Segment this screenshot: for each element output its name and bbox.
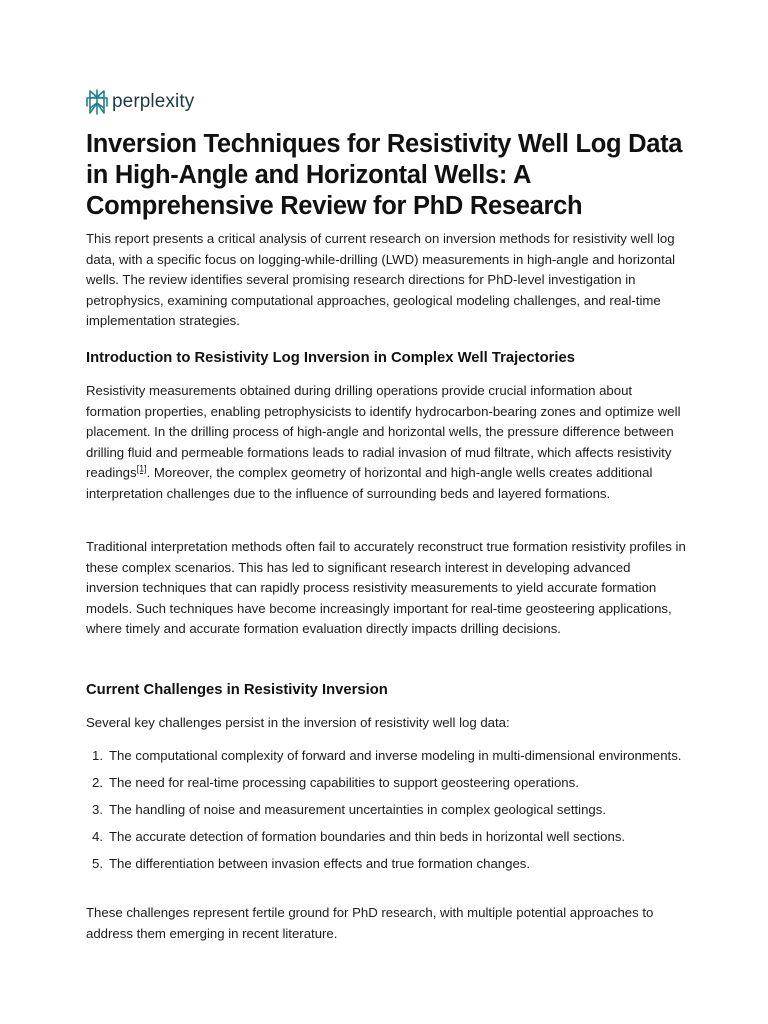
- list-item: [92, 800, 709, 821]
- section-heading-challenges: Current Challenges in Resistivity Inversion: [86, 682, 388, 698]
- intro-paragraph-1: [86, 381, 686, 504]
- intro-paragraph-1-text-a: Resistivity measurements obtained during drilling operations provide crucial information about formation properties, enabling petrophysicists to identify hydrocarbon-bearing zones and optimize well placement. In the drilling process of high-angle and horizontal wells, the pressure difference between drilling fluid and permeable formations leads to radial invasion of mud filtrate, which affects resistivity readings: [86, 383, 681, 480]
- page-title: Inversion Techniques for Resistivity Well Log Data in High-Angle and Horizontal Wells: A Comprehensive Review for PhD Research: [86, 130, 683, 220]
- citation-link-1[interactable]: [1]: [136, 463, 147, 474]
- list-item: [92, 773, 709, 794]
- section-heading-intro: Introduction to Resistivity Log Inversion in Complex Well Trajectories: [86, 350, 575, 366]
- list-item-text: The computational complexity of forward and inverse modeling in multi-dimensional environments.: [109, 748, 682, 763]
- perplexity-logo-icon: [86, 89, 108, 115]
- challenges-list: [86, 746, 709, 881]
- abstract-paragraph: This report presents a critical analysis of current research on inversion methods for resistivity well log data, with a specific focus on logging-while-drilling (LWD) measurements in high-angle and horizontal wells. The review identifies several promising research directions for PhD-level investigation in petrophysics, examining computational approaches, geological modeling challenges, and real-time implementation strategies.: [86, 231, 676, 328]
- list-item-number: 3.: [92, 802, 103, 817]
- list-item: [92, 746, 709, 767]
- list-item-text: The accurate detection of formation boundaries and thin beds in horizontal well sections.: [109, 829, 626, 844]
- logo-text: perplexity: [112, 91, 195, 112]
- list-item-number: 4.: [92, 829, 103, 844]
- brand-logo[interactable]: [86, 89, 194, 115]
- list-item-number: 5.: [92, 856, 103, 871]
- list-item: [92, 854, 709, 875]
- intro-paragraph-1-text-b: . Moreover, the complex geometry of horizontal and high-angle wells creates additional interpretation challenges due to the influence of surrounding beds and layered formations.: [86, 465, 653, 501]
- challenges-intro: Several key challenges persist in the inversion of resistivity well log data:: [86, 715, 510, 730]
- list-item-number: 2.: [92, 775, 103, 790]
- list-item-text: The handling of noise and measurement uncertainties in complex geological settings.: [109, 802, 607, 817]
- list-item: [92, 827, 709, 848]
- list-item-text: The need for real-time processing capabilities to support geosteering operations.: [109, 775, 579, 790]
- intro-paragraph-2: Traditional interpretation methods often fail to accurately reconstruct true formation resistivity profiles in these complex scenarios. This has led to significant research interest in developing advanced inversion techniques that can rapidly process resistivity measurements to yield accurate formation models. Such techniques have become increasingly important for real-time geosteering applications, where timely and accurate formation evaluation directly impacts drilling decisions.: [86, 539, 686, 636]
- list-item-number: 1.: [92, 748, 103, 763]
- challenges-closing: These challenges represent fertile ground for PhD research, with multiple potential approaches to address them emerging in recent literature.: [86, 905, 654, 941]
- list-item-text: The differentiation between invasion effects and true formation changes.: [109, 856, 531, 871]
